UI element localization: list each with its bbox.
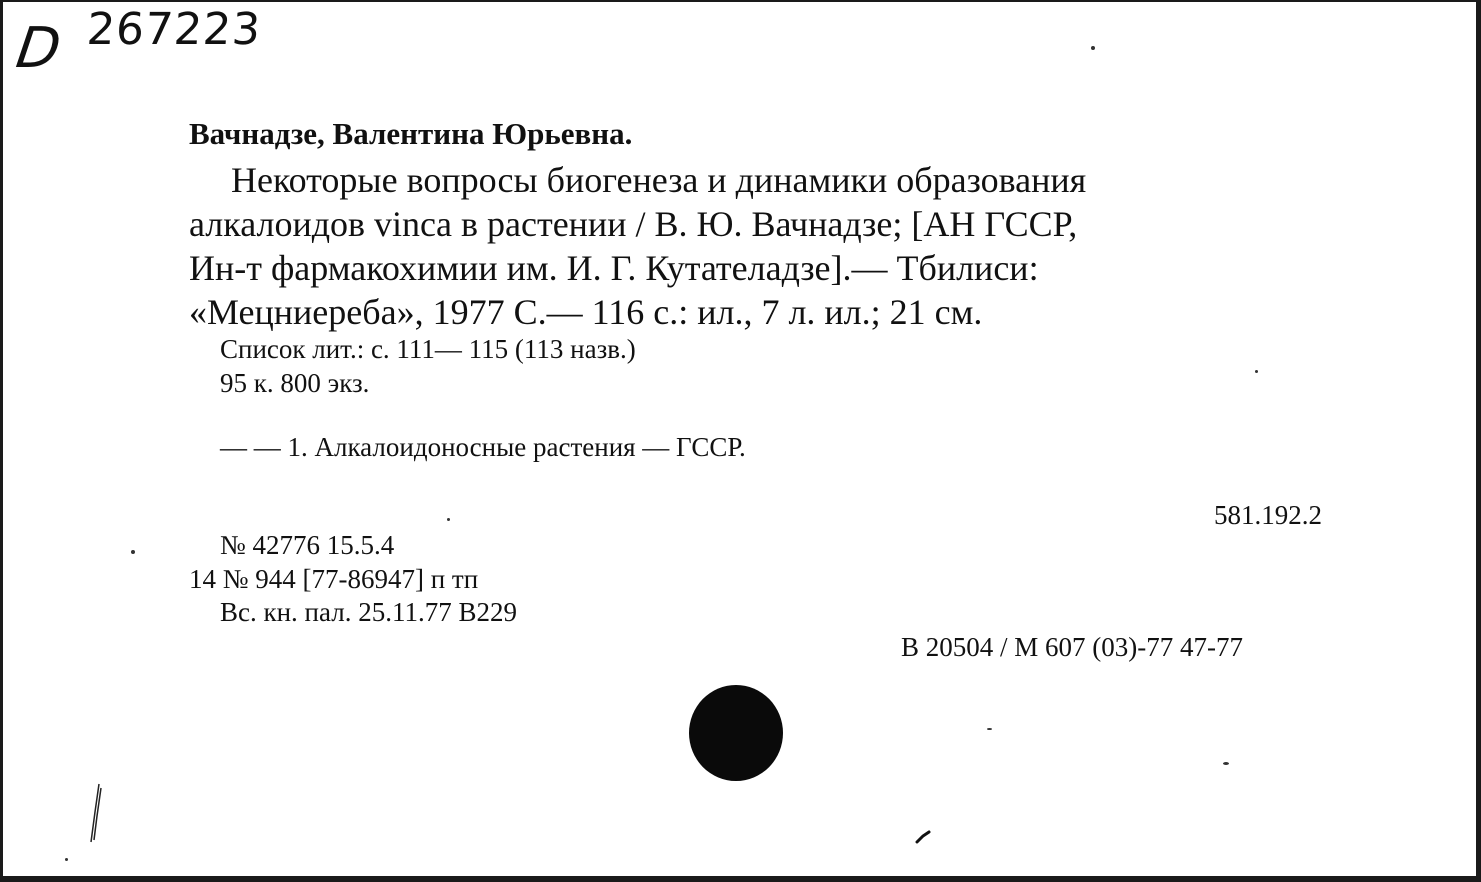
description-line-4: «Мецниереба», 1977 С.— 116 с.: ил., 7 л. ил.; 21 см. [189, 292, 983, 332]
card-number: 14 № 944 [77-86947] п тп [189, 564, 479, 594]
dust-speck [1091, 46, 1095, 50]
dust-speck [447, 518, 450, 521]
title-description [189, 158, 1351, 334]
dust-speck [1255, 370, 1258, 373]
dust-speck [1223, 762, 1229, 765]
bibliography-note: Список лит.: с. 111— 115 (113 назв.) [220, 334, 636, 364]
udc-classification: 581.192.2 [1214, 500, 1322, 530]
subject-heading: — — 1. Алкалоидоносные растения — ГССР. [220, 432, 746, 462]
ink-mark [915, 830, 931, 844]
call-letter-handwritten: D [12, 16, 66, 81]
dust-speck [987, 728, 992, 730]
pencil-scratch [87, 782, 105, 844]
publisher-code: В 20504 / М 607 (03)-77 47-77 [901, 632, 1243, 662]
registration-number: № 42776 15.5.4 [220, 530, 395, 560]
book-chamber-record: Вс. кн. пал. 25.11.77 В229 [220, 597, 517, 627]
price-and-print-run: 95 к. 800 экз. [220, 368, 370, 398]
dust-speck [131, 550, 135, 554]
description-line-3: Ин-т фармакохимии им. И. Г. Кутателадзе].— Тбилиси: [189, 248, 1039, 288]
punch-hole [689, 685, 783, 781]
dust-speck [65, 858, 68, 861]
description-line-2: алкалоидов vinca в растении / В. Ю. Вачнадзе; [АН ГССР, [189, 204, 1078, 244]
author-heading: Вачнадзе, Валентина Юрьевна. [189, 116, 633, 151]
call-number-handwritten: 267223 [85, 4, 263, 55]
description-line-1: Некоторые вопросы биогенеза и динамики образования [231, 160, 1087, 200]
